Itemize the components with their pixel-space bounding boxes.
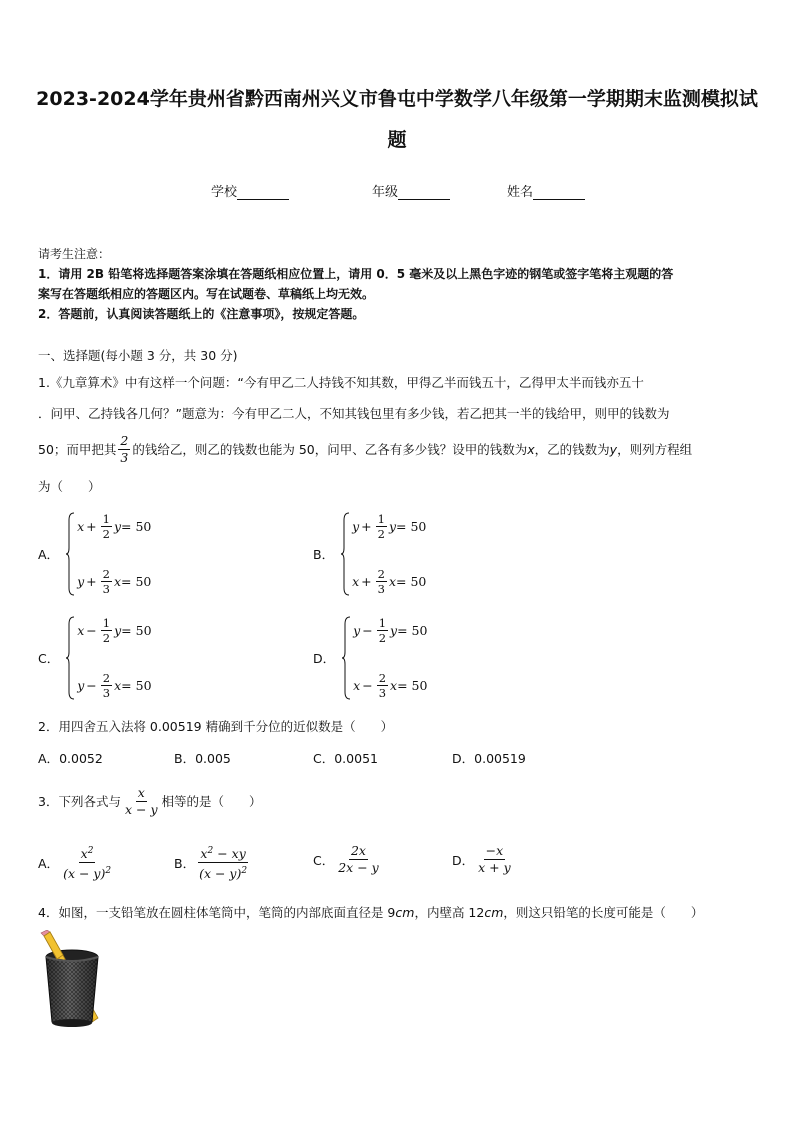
fraction-denominator: $(x - y)^2$ [63, 866, 112, 882]
fraction-numerator: 2 [378, 671, 387, 685]
option-value: 0.00519 [474, 751, 526, 766]
q1-option-a[interactable] [38, 512, 151, 596]
fraction-numerator: 1 [102, 512, 110, 526]
q4-stem: 4．如图，一支铅笔放在圆柱体笔筒中，笔筒的内部底面直径是 9cm，内壁高 12cm，则这只铅笔的长度可能是（ ） [38, 905, 704, 920]
school-label: 学校 [211, 185, 238, 200]
q1-line3 [38, 433, 692, 466]
option-label: D． [452, 852, 475, 868]
fraction-denominator: 2 [102, 527, 110, 541]
notice-item1-line1: 1．请用 2B 铅笔将选择题答案涂填在答题纸相应位置上，请用 0．5 毫米及以上黑色字迹的钢笔或签字笔将主观题的答 [38, 267, 674, 281]
option-label: B． [174, 751, 196, 766]
option-label: C． [38, 651, 60, 666]
fraction [101, 671, 112, 700]
left-brace-icon [65, 512, 75, 596]
grade-field [372, 181, 450, 200]
pencil-in-cup-figure [36, 930, 106, 1030]
option-value: 0.0052 [59, 751, 103, 766]
equation: x − $\frac{1}{2}$ y = 50 [77, 616, 152, 645]
equation: x + $\frac{2}{3}$ x = 50 [352, 567, 427, 596]
equation: y − $\frac{2}{3}$ x = 50 [77, 671, 152, 700]
fraction [123, 785, 160, 818]
q2-option-b[interactable] [174, 749, 231, 767]
fraction [118, 433, 130, 466]
q3-stem [38, 785, 262, 818]
fraction-numerator: 2 [120, 433, 129, 448]
fraction-numerator: 2 [102, 671, 111, 685]
option-label: C． [313, 751, 335, 766]
notice-item2: 2．答题前，认真阅读答题纸上的《注意事项》，按规定答题。 [38, 307, 365, 321]
q2-option-c[interactable] [313, 749, 378, 767]
fraction-denominator: 2 [377, 527, 385, 541]
q2-option-a[interactable] [38, 749, 103, 767]
fraction [336, 843, 381, 876]
fraction [61, 843, 113, 882]
fraction [101, 512, 112, 541]
notice-item1-line2: 案写在答题纸相应的答题区内。写在试题卷、草稿纸上均无效。 [38, 287, 375, 301]
fraction-numerator: 1 [378, 616, 387, 630]
q3-option-a[interactable] [38, 843, 115, 882]
fraction-denominator: 2 [102, 631, 111, 645]
fraction-numerator: 2 [102, 567, 110, 581]
equation: y + $\frac{1}{2}$ y = 50 [352, 512, 427, 541]
option-label: D． [313, 651, 336, 666]
fraction [376, 512, 387, 541]
option-label: D． [452, 751, 475, 766]
option-value: 0.0051 [334, 751, 378, 766]
fraction-denominator: x − y [124, 802, 158, 817]
option-label: A． [38, 855, 60, 871]
fraction [377, 671, 388, 700]
left-brace-icon [341, 616, 351, 700]
page-title: 2023-2024学年贵州省黔西南州兴义市鲁屯中学数学八年级第一学期期末监测模拟试 [36, 88, 758, 110]
q1-line3-b: 的钱给乙，则乙的钱数也能为 50，问甲、乙各有多少钱？设甲的钱数为 [132, 441, 528, 457]
q3-option-d[interactable] [452, 843, 515, 876]
unit-cm: cm [484, 905, 504, 920]
fraction-denominator: x + y [478, 860, 511, 875]
var-y: y [609, 441, 618, 457]
fraction-numerator: 2 [377, 567, 385, 581]
equation: x − $\frac{2}{3}$ x = 50 [353, 671, 428, 700]
q1-line2: ．问甲、乙持钱各几何？”题意为：今有甲乙二人，不知其钱包里有多少钱，若乙把其一半的钱给甲，则甲的钱数为 [38, 406, 670, 421]
school-field [211, 181, 289, 200]
option-label: A． [38, 547, 60, 562]
section-heading: 一、选择题(每小题 3 分，共 30 分) [38, 348, 238, 363]
fraction-numerator: 1 [102, 616, 111, 630]
fraction [101, 567, 112, 596]
fraction-denominator: 3 [102, 582, 110, 596]
q3-option-b[interactable] [174, 843, 251, 882]
q1-option-c[interactable] [38, 616, 152, 700]
fraction-numerator: $x^2$ [79, 843, 96, 863]
option-value: 0.005 [195, 751, 231, 766]
var-x: x [527, 441, 535, 457]
page-title-line2: 题 [387, 129, 407, 151]
fraction-denominator: 2x − y [338, 860, 379, 875]
fraction [377, 616, 388, 645]
q2-stem: 2．用四舍五入法将 0.00519 精确到千分位的近似数是（ ） [38, 719, 394, 734]
option-label: C． [313, 852, 335, 868]
fraction-numerator: 2x [350, 843, 366, 858]
equation: y + $\frac{2}{3}$ x = 50 [77, 567, 152, 596]
option-label: A． [38, 751, 60, 766]
name-label: 姓名 [507, 185, 534, 200]
fraction-denominator: 3 [102, 686, 111, 700]
fraction [101, 616, 112, 645]
q3-option-c[interactable] [313, 843, 383, 876]
school-blank [237, 186, 289, 200]
fraction-denominator: 3 [377, 582, 385, 596]
fraction-denominator: $(x - y)^2$ [199, 866, 248, 882]
name-field [507, 181, 585, 200]
equation: x + $\frac{1}{2}$ y = 50 [77, 512, 152, 541]
fraction-numerator: 1 [377, 512, 385, 526]
fraction [476, 843, 513, 876]
left-brace-icon [65, 616, 75, 700]
q1-option-b[interactable] [313, 512, 426, 596]
q1-line4: 为（ ） [38, 479, 101, 494]
fraction-denominator: 2 [378, 631, 387, 645]
notice-heading: 请考生注意： [38, 247, 111, 261]
fraction-denominator: 3 [378, 686, 387, 700]
equation: y − $\frac{1}{2}$ y = 50 [353, 616, 428, 645]
option-label: B． [313, 547, 335, 562]
grade-label: 年级 [372, 185, 399, 200]
fraction-numerator: x [137, 785, 145, 800]
q1-option-d[interactable] [313, 616, 427, 700]
q2-option-d[interactable] [452, 749, 526, 767]
q1-line3-a: 50；而甲把其 [38, 441, 117, 457]
q1-line3-c: ，乙的钱数为 [534, 441, 610, 457]
q1-line1: 1.《九章算术》中有这样一个问题：“今有甲乙二人持钱不知其数，甲得乙半而钱五十，乙得甲太半而钱亦五十 [38, 375, 644, 390]
q3-stem-b: 相等的是（ ） [161, 793, 262, 809]
left-brace-icon [340, 512, 350, 596]
option-label: B． [174, 855, 196, 871]
fraction [197, 843, 249, 882]
fraction [376, 567, 387, 596]
name-blank [533, 186, 585, 200]
q3-stem-a: 3．下列各式与 [38, 793, 121, 809]
fraction-numerator: $x^2$ − xy [198, 843, 247, 863]
unit-cm: cm [395, 905, 415, 920]
fraction-denominator: 3 [120, 450, 129, 465]
q1-line3-d: ，则列方程组 [617, 441, 693, 457]
grade-blank [398, 186, 450, 200]
fraction-numerator: −x [485, 843, 504, 858]
